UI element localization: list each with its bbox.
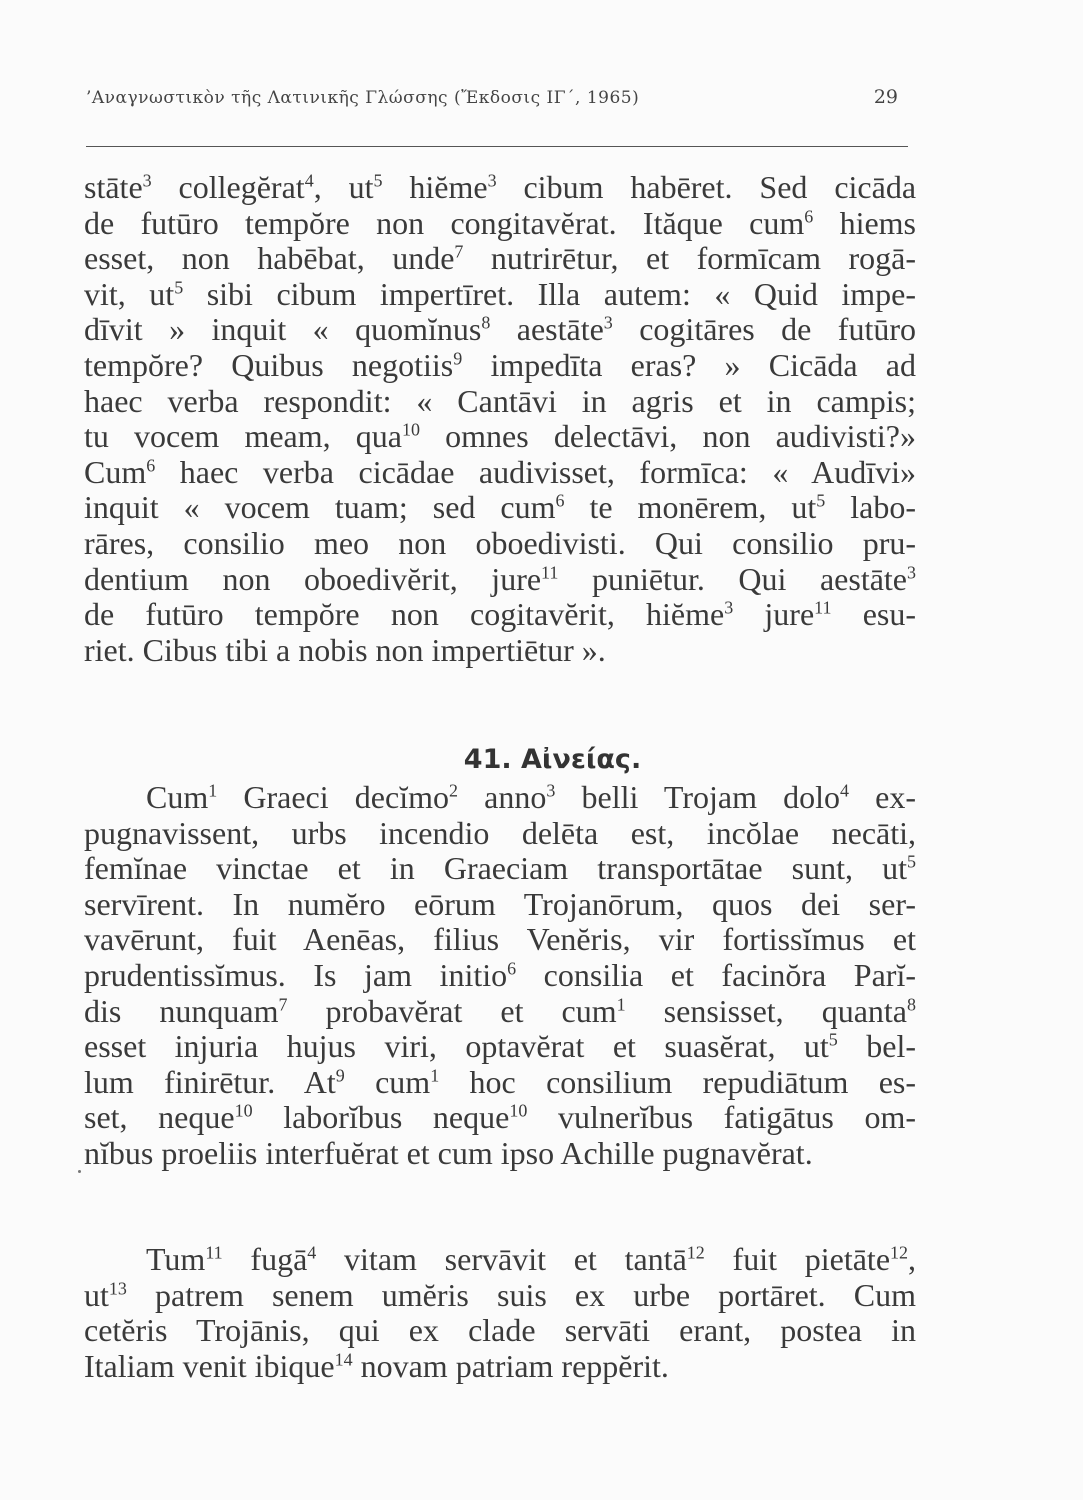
footnote-ref: 9	[335, 1065, 345, 1086]
footnote-ref: 5	[816, 490, 826, 511]
footnote-ref: 11	[205, 1242, 223, 1263]
text-line	[84, 851, 916, 887]
text-run: ut	[84, 1276, 109, 1313]
footnote-ref: 10	[402, 419, 420, 440]
text-run: esu-	[831, 596, 917, 633]
text-run: prudentissĭmus. Is jam initio	[84, 956, 508, 993]
text-run: nutrirētur, et formīcam rogā-	[463, 240, 917, 277]
text-run: cetĕris Trojānis, qui ex clade servāti erant, postea in	[84, 1312, 916, 1349]
footnote-ref: 7	[278, 993, 288, 1014]
footnote-ref: 13	[108, 1277, 127, 1298]
text-line	[84, 887, 916, 923]
text-run: haec verba respondit: « Cantāvi in agris et in campis;	[84, 382, 916, 419]
text-run: , ut	[313, 169, 374, 205]
text-line	[84, 780, 916, 816]
text-run: pugnavissent, urbs incendio delēta est, incŏlae necāti,	[84, 814, 916, 851]
header-rule	[86, 146, 908, 147]
text-line	[84, 1242, 916, 1278]
text-run: belli Trojam dolo	[555, 779, 841, 815]
footnote-ref: 11	[541, 561, 559, 582]
text-run: puniētur. Qui aestāte	[558, 560, 907, 597]
paragraph-aeneas	[84, 780, 916, 1172]
section-title: 41. Αἰνείας.	[463, 744, 642, 775]
text-run: Cum	[84, 453, 147, 490]
paragraph-aeneas-flight	[84, 1242, 916, 1384]
text-run: set, neque	[84, 1099, 235, 1136]
text-run: patrem senem umĕris suis ex urbe portāret. Cum	[126, 1276, 916, 1313]
footnote-ref: 1	[430, 1065, 440, 1086]
text-run: vitam servāvit et tantā	[316, 1241, 687, 1277]
text-run: Tum	[146, 1241, 206, 1277]
text-run: de futūro tempŏre non cogitavĕrit, hiĕme	[84, 596, 725, 633]
text-run: hoc consilium repudiātum es-	[439, 1063, 917, 1100]
text-run: cum	[344, 1063, 431, 1100]
text-line	[84, 816, 916, 852]
footnote-ref: 12	[890, 1242, 909, 1263]
text-line	[84, 1029, 916, 1065]
text-run: haec verba cicādae audivisset, formīca: « Audīvi»	[155, 453, 916, 490]
text-run: ,	[908, 1241, 917, 1277]
text-run: Graeci decĭmo	[217, 779, 449, 815]
text-line	[84, 170, 916, 206]
text-run: inquit « vocem tuam; sed cum	[84, 489, 556, 526]
footnote-ref: 4	[307, 1242, 317, 1263]
text-run: cogitāres de futūro	[612, 311, 917, 348]
footnote-ref: 2	[448, 780, 458, 801]
text-line	[84, 562, 916, 598]
text-line	[84, 994, 916, 1030]
margin-mark	[78, 1170, 81, 1173]
text-line	[84, 633, 916, 669]
page-header	[86, 86, 898, 116]
footnote-ref: 6	[555, 490, 565, 511]
footnote-ref: 10	[509, 1100, 528, 1121]
text-run: omnes delectāvi, non audivisti?»	[420, 418, 917, 455]
text-run: cibum habēret. Sed cicāda	[496, 169, 917, 205]
text-run: tempŏre? Quibus negotiis	[84, 346, 454, 383]
text-run: nĭbus proeliis interfuĕrat et cum ipso Achille pugnavĕrat.	[84, 1134, 813, 1171]
text-run: de futūro tempŏre non congitavĕrat. Ităque cum	[84, 204, 805, 241]
text-run: aestāte	[490, 311, 604, 348]
footnote-ref: 6	[804, 205, 814, 226]
text-line	[84, 1313, 916, 1349]
text-run: sibi cibum impertīret. Illa autem: « Quid impe-	[183, 275, 917, 312]
text-run: vavērunt, fuit Aenēas, filius Venĕris, vir fortissĭmus et	[84, 921, 916, 958]
text-run: Cum	[146, 779, 209, 815]
text-run: tu vocem meam, qua	[84, 418, 402, 455]
footnote-ref: 5	[907, 851, 916, 872]
text-run: Italiam venit ibique	[84, 1347, 335, 1384]
text-line	[84, 312, 916, 348]
footnote-ref: 3	[546, 780, 556, 801]
footnote-ref: 5	[174, 277, 184, 298]
text-run: dentium non oboedivĕrit, jure	[84, 560, 542, 597]
text-line	[84, 206, 916, 242]
text-run: impedīta eras? » Cicāda ad	[462, 346, 917, 383]
footnote-ref: 6	[507, 958, 517, 979]
text-run: consilia et facinŏra Parĭ-	[516, 956, 917, 993]
footnote-ref: 3	[907, 561, 916, 582]
text-line	[84, 348, 916, 384]
text-run: femĭnae vinctae et in Graeciam transportātae sunt, ut	[84, 850, 907, 887]
text-line	[84, 384, 916, 420]
text-line	[84, 455, 916, 491]
footnote-ref: 5	[828, 1029, 838, 1050]
page-number: 29	[873, 86, 898, 108]
text-run: te monērem, ut	[564, 489, 817, 526]
text-run: vulnerĭbus fatigātus om-	[527, 1099, 917, 1136]
text-line	[84, 277, 916, 313]
text-run: riet. Cibus tibi a nobis non impertiētur ».	[84, 631, 606, 668]
footnote-ref: 6	[146, 455, 156, 476]
footnote-ref: 3	[487, 170, 497, 191]
text-line	[84, 922, 916, 958]
text-run: bel-	[837, 1028, 917, 1065]
footnote-ref: 11	[814, 597, 832, 618]
text-run: jure	[733, 596, 815, 633]
text-run: esset injuria hujus viri, optavĕrat et suasĕrat, ut	[84, 1028, 829, 1065]
text-run: esset, non habēbat, unde	[84, 240, 455, 277]
text-line	[84, 1136, 916, 1172]
text-run: ex-	[849, 779, 917, 815]
footnote-ref: 4	[840, 780, 850, 801]
footnote-ref: 4	[304, 170, 314, 191]
text-run: laborĭbus neque	[252, 1099, 510, 1136]
text-run: sensisset, quanta	[625, 992, 908, 1029]
text-line	[84, 526, 916, 562]
text-run: collegĕrat	[151, 169, 305, 205]
text-run: servīrent. In numĕro eōrum Trojanōrum, quos dei ser-	[84, 885, 916, 922]
text-run: anno	[457, 779, 547, 815]
footnote-ref: 5	[373, 170, 383, 191]
text-line	[84, 1349, 916, 1385]
paragraph-cicada-and-ant	[84, 170, 916, 668]
text-run: fugā	[222, 1241, 308, 1277]
text-run: vit, ut	[84, 275, 175, 312]
text-line	[84, 958, 916, 994]
text-run: rāres, consilio meo non oboedivisti. Qui consilio pru-	[84, 524, 916, 561]
footnote-ref: 10	[234, 1100, 253, 1121]
footnote-ref: 7	[454, 241, 464, 262]
text-run: labo-	[825, 489, 917, 526]
text-run: hiems	[813, 204, 917, 241]
text-line	[84, 419, 916, 455]
text-run: dīvit » inquit « quomĭnus	[84, 311, 482, 348]
running-title: ’Αναγνωστικὸν τῆς Λατινικῆς Γλώσσης (Ἔκδοσις ΙΓ΄, 1965)	[86, 88, 640, 108]
text-run: hiĕme	[382, 169, 488, 205]
text-line	[84, 597, 916, 633]
text-line	[84, 1278, 916, 1314]
text-line	[84, 241, 916, 277]
text-run: fuit pietāte	[704, 1241, 891, 1277]
footnote-ref: 12	[686, 1242, 705, 1263]
footnote-ref: 8	[907, 993, 917, 1014]
text-run: novam patriam reppĕrit.	[352, 1347, 669, 1384]
footnote-ref: 3	[142, 170, 152, 191]
footnote-ref: 1	[616, 993, 626, 1014]
text-line	[84, 490, 916, 526]
text-run: stāte	[84, 169, 143, 205]
footnote-ref: 1	[208, 780, 218, 801]
footnote-ref: 9	[453, 348, 463, 369]
text-run: lum finirētur. At	[84, 1063, 336, 1100]
footnote-ref: 8	[481, 312, 491, 333]
footnote-ref: 14	[334, 1349, 353, 1370]
text-run: probavĕrat et cum	[287, 992, 617, 1029]
text-line	[84, 1100, 916, 1136]
text-run: dis nunquam	[84, 992, 279, 1029]
footnote-ref: 3	[603, 312, 613, 333]
footnote-ref: 3	[724, 597, 734, 618]
text-line	[84, 1065, 916, 1101]
